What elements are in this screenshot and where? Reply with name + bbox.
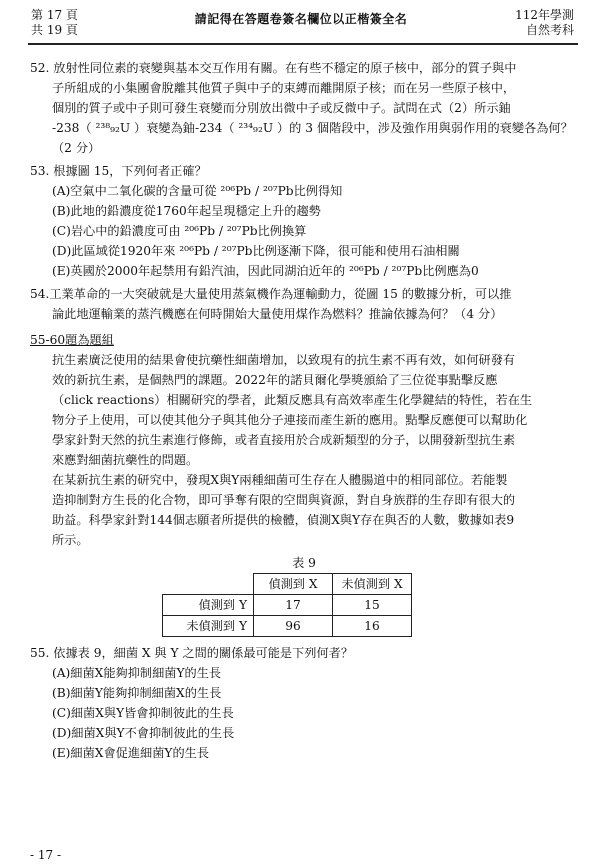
q55-option-d[interactable]: (D)細菌X與Y不會抑制彼此的生長 bbox=[52, 726, 235, 740]
q52-line4: -238（ ²³⁸₉₂U ）衰變為鈾-234（ ²³⁴₉₂U ）的 3 個階段中，涉及強作用與弱作用的衰變各為何？ bbox=[52, 121, 573, 135]
cell-value: 16 bbox=[333, 616, 412, 637]
q55-option-b[interactable]: (B)細菌Y能夠抑制細菌X的生長 bbox=[52, 686, 222, 700]
col-header-not-detected-x: 未偵測到 X bbox=[333, 574, 412, 595]
q55-option-e[interactable]: (E)細菌X會促進細菌Y的生長 bbox=[52, 746, 210, 760]
group-para2-line1: 在某新抗生素的研究中，發現X與Y兩種細菌可生存在人體腸道中的相同部位。若能製 bbox=[52, 473, 508, 487]
table9-caption: 表 9 bbox=[292, 556, 316, 570]
question-content bbox=[30, 58, 578, 766]
table-row bbox=[163, 616, 412, 637]
page-number: 第 17 頁 bbox=[31, 8, 78, 22]
cell-value: 15 bbox=[333, 595, 412, 616]
group-para2-line2: 造抑制對方生長的化合物，即可爭奪有限的空間與資源，對自身族群的生存即有很大的 bbox=[52, 493, 516, 507]
q55-option-a[interactable]: (A)細菌X能夠抑制細菌Y的生長 bbox=[52, 666, 222, 680]
q55-stem: 55. 依據表 9，細菌 X 與 Y 之間的關係最可能是下列何者？ bbox=[30, 646, 354, 660]
group-para1-line1: 抗生素廣泛使用的結果會使抗藥性細菌增加，以致現有的抗生素不再有效，如何研發有 bbox=[52, 353, 516, 367]
question-group-55-60 bbox=[30, 330, 578, 550]
group-title: 55-60題為題組 bbox=[30, 333, 114, 347]
q54-line1: 54.工業革命的一大突破就是大量使用蒸氣機作為運輸動力，從圖 15 的數據分析，可以推 bbox=[30, 287, 512, 301]
q53-option-a[interactable]: (A)空氣中二氧化碳的含量可從 ²⁰⁶Pb / ²⁰⁷Pb比例得知 bbox=[52, 184, 343, 198]
group-para1-line4: 物分子上使用，可以使其他分子與其他分子連接而產生新的應用。點擊反應便可以幫助化 bbox=[52, 413, 528, 427]
question-53 bbox=[30, 161, 578, 281]
group-para1-line6: 來應對細菌抗藥性的問題。 bbox=[52, 453, 199, 467]
q53-stem: 53. 根據圖 15，下列何者正確？ bbox=[30, 164, 207, 178]
row-label-not-detected-y: 未偵測到 Y bbox=[163, 616, 254, 637]
question-52 bbox=[30, 58, 578, 158]
col-header-detected-x: 偵測到 X bbox=[254, 574, 333, 595]
q52-line1: 52. 放射性同位素的衰變與基本交互作用有關。在有些不穩定的原子核中，部分的質子與中 bbox=[30, 61, 517, 75]
table-corner-cell bbox=[163, 574, 254, 595]
signature-notice: 請記得在答題卷簽名欄位以正楷簽全名 bbox=[194, 12, 408, 26]
header-divider bbox=[28, 43, 578, 45]
q54-line2: 論此地運輸業的蒸汽機應在何時開始大量使用煤作為燃料？推論依據為何？（4 分） bbox=[52, 307, 503, 321]
group-para1-line3: （click reactions）相關研究的學者，此類反應具有高效率產生化學鍵結的特性，若在生 bbox=[52, 393, 533, 407]
cell-value: 96 bbox=[254, 616, 333, 637]
subject-name: 自然考科 bbox=[525, 23, 574, 37]
q53-option-c[interactable]: (C)岩心中的鉛濃度可由 ²⁰⁶Pb / ²⁰⁷Pb比例換算 bbox=[52, 224, 307, 238]
page-total: 共 19 頁 bbox=[31, 23, 78, 37]
group-para1-line5: 學家針對天然的抗生素進行修飾，或者直接用於合成新類型的分子，以開發新型抗生素 bbox=[52, 433, 516, 447]
header-right bbox=[515, 8, 574, 38]
table-row bbox=[163, 595, 412, 616]
group-para1-line2: 效的新抗生素，是個熱門的課題。2022年的諾貝爾化學獎頒給了三位從事點擊反應 bbox=[52, 373, 498, 387]
row-label-detected-y: 偵測到 Y bbox=[163, 595, 254, 616]
group-para2-line4: 所示。 bbox=[52, 533, 89, 547]
table-9 bbox=[162, 573, 412, 637]
exam-year: 112年學測 bbox=[515, 8, 574, 22]
cell-value: 17 bbox=[254, 595, 333, 616]
q52-line2: 子所組成的小集團會脫離其他質子與中子的束縛而離開原子核；而在另一些原子核中， bbox=[52, 81, 516, 95]
group-para2-line3: 助益。科學家針對144個志願者所提供的檢體，偵測X與Y存在與否的人數，數據如表9 bbox=[52, 513, 515, 527]
question-55 bbox=[30, 643, 578, 763]
q52-line5: （2 分） bbox=[52, 141, 101, 155]
q53-option-e[interactable]: (E)英國於2000年起禁用有鉛汽油，因此同湖泊近年的 ²⁰⁶Pb / ²⁰⁷Pb比例應為0 bbox=[52, 264, 479, 278]
q52-line3: 個別的質子或中子則可發生衰變而分別放出微中子或反微中子。試問在式（2）所示鈾 bbox=[52, 101, 511, 115]
question-54 bbox=[30, 284, 578, 324]
q53-option-d[interactable]: (D)此區域從1920年來 ²⁰⁶Pb / ²⁰⁷Pb比例逐漸下降，很可能和使用石油相關 bbox=[52, 244, 460, 258]
q53-option-b[interactable]: (B)此地的鉛濃度從1760年起呈現穩定上升的趨勢 bbox=[52, 204, 321, 218]
table-header-row bbox=[163, 574, 412, 595]
page-footer: - 17 - bbox=[30, 848, 62, 862]
q55-option-c[interactable]: (C)細菌X與Y皆會抑制彼此的生長 bbox=[52, 706, 234, 720]
